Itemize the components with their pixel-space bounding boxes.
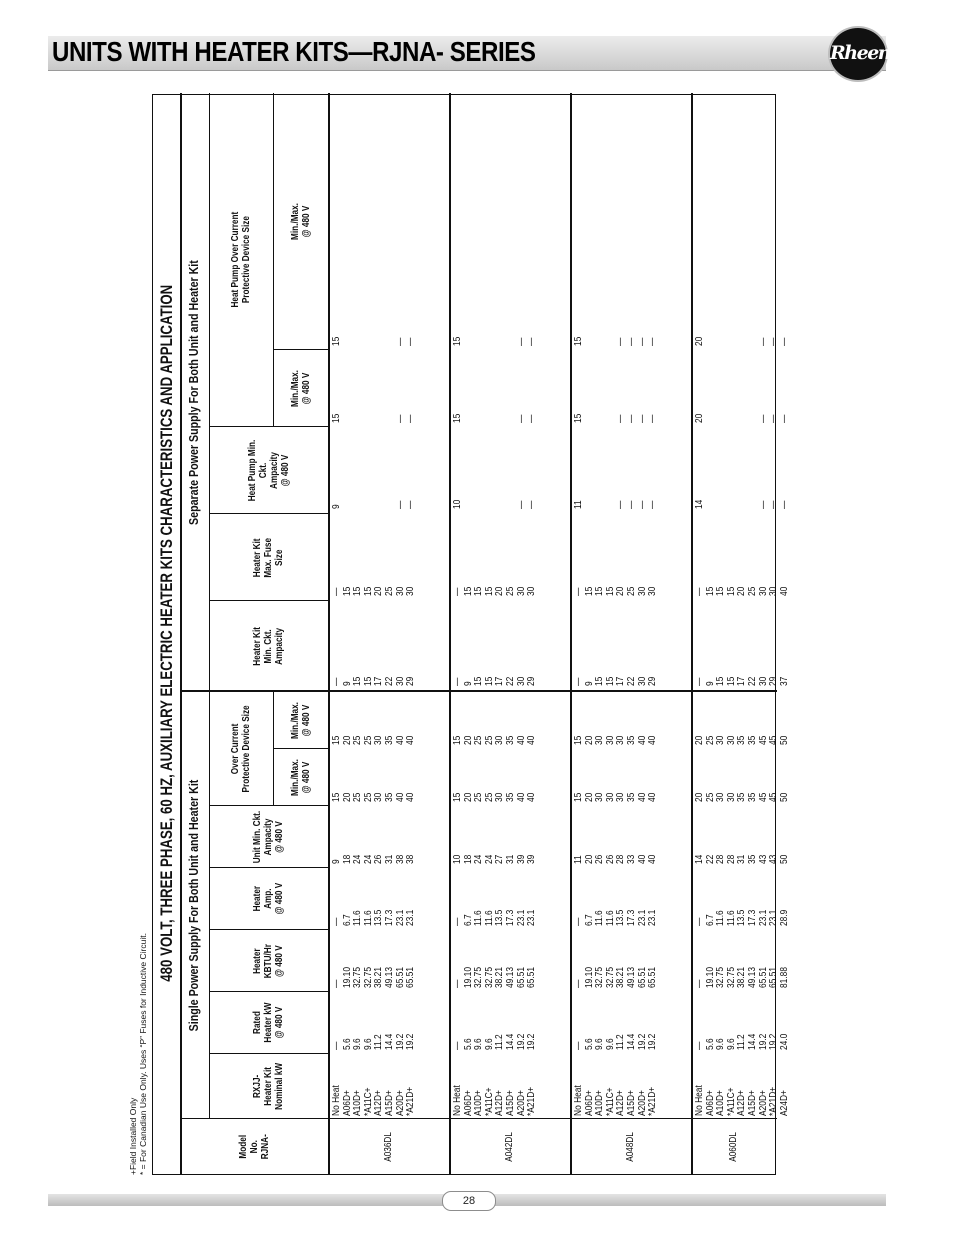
header-ocp-max xyxy=(273,692,328,749)
header-ocp-min-text: Min./Max. @ 480 V xyxy=(289,759,312,796)
header-kit xyxy=(209,1054,328,1119)
rule-h xyxy=(570,93,572,1174)
header-ocp-group-text: Over Current Protective Device Size xyxy=(230,705,252,793)
cell-ocp-max-text: 15 20 25 25 30 35 40 40 xyxy=(331,735,417,745)
cell-rated-kw xyxy=(332,1031,417,1050)
header-model-text: Model No. RJNA- xyxy=(237,1133,271,1160)
cell-hk-mca-text: — 9 15 15 17 22 30 29 xyxy=(573,676,659,686)
cell-hp-min-text: 15 — — xyxy=(452,413,538,423)
cell-hk-fuse xyxy=(453,585,538,596)
cell-kbtu xyxy=(453,963,538,988)
group-single-label-text: Single Power Supply For Both Unit and Heater Kit xyxy=(186,779,201,1032)
cell-amp xyxy=(695,907,790,926)
header-hp-min-text: Min./Max. @ 480 V xyxy=(289,370,312,407)
footnote-2: * = For Canadian Use Only. Uses “P” Fuses for Inductive Circuit. xyxy=(138,933,148,1175)
cell-hp-mca-text: 10 — — xyxy=(452,499,538,509)
cell-hp-min xyxy=(453,412,538,423)
cell-amp xyxy=(453,907,538,926)
cell-hp-min-text: 20 — — — xyxy=(694,413,790,423)
header-ocp-min xyxy=(273,749,328,806)
cell-hp-min-text: 15 — — xyxy=(331,413,417,423)
cell-hp-max xyxy=(695,335,790,346)
cell-hk-mca xyxy=(695,675,790,686)
cell-hp-max xyxy=(574,335,659,346)
cell-hp-mca xyxy=(332,499,417,509)
cell-kbtu xyxy=(574,963,659,988)
cell-ocp-max xyxy=(574,734,659,745)
cell-rated-kw xyxy=(574,1031,659,1050)
cell-hp-mca-text: 14 — — — xyxy=(694,499,790,509)
page-title: UNITS WITH HEATER KITS—RJNA- SERIES xyxy=(52,36,536,67)
header-rated-kw xyxy=(209,992,328,1054)
header-hp-mca-text: Heat Pump Min. Ckt. Ampacity @ 480 V xyxy=(246,439,291,502)
cell-ocp-max xyxy=(453,734,538,745)
rheem-logo xyxy=(828,26,897,82)
cell-kbtu xyxy=(332,963,417,988)
cell-kit xyxy=(332,1079,417,1116)
cell-hk-mca-text: — 9 15 15 17 22 30 29 xyxy=(331,676,417,686)
cell-hp-max-text: 20 — — — xyxy=(694,336,790,346)
cell-ocp-max-text: 20 25 30 30 35 35 45 45 50 xyxy=(694,735,790,745)
cell-amp-text: — 6.7 11.6 11.6 13.5 17.3 23.1 23.1 28.9 xyxy=(694,909,790,926)
cell-kit xyxy=(695,1079,790,1116)
header-hk-fuse-text: Heater Kit Max. Fuse Size xyxy=(252,537,285,578)
cell-unit-mca-text: 14 22 28 28 31 35 43 43 50 xyxy=(694,854,790,864)
cell-ocp-min xyxy=(453,791,538,802)
cell-hk-mca xyxy=(332,675,417,686)
cell-hk-mca-text: — 9 15 15 17 22 30 29 37 xyxy=(694,676,790,686)
cell-amp-text: — 6.7 11.6 11.6 13.5 17.3 23.1 23.1 xyxy=(573,909,659,926)
rule-h xyxy=(180,93,182,1174)
model-name-text: A048DL xyxy=(624,1131,636,1162)
cell-rated-kw xyxy=(453,1031,538,1050)
cell-kit-text: No Heat A06D+ A10D+ *A11C+ A12D+ A15D+ A20D+ *A21D+ A24D+ xyxy=(694,1085,790,1116)
header-kbtu xyxy=(209,930,328,992)
header-unit-mca xyxy=(209,806,328,868)
cell-kit xyxy=(453,1079,538,1116)
cell-hk-fuse-text: — 15 15 15 20 25 30 30 xyxy=(452,586,538,596)
cell-hp-max-text: 15 — — — — xyxy=(573,336,659,346)
cell-hp-min xyxy=(332,412,417,423)
cell-kbtu-text: — 19.10 32.75 32.75 38.21 49.13 65.51 65.51 xyxy=(452,966,538,988)
cell-kbtu-text: — 19.10 32.75 32.75 38.21 49.13 65.51 65.51 xyxy=(573,966,659,988)
cell-hk-mca-text: — 9 15 15 17 22 30 29 xyxy=(452,676,538,686)
cell-hp-max-text: 15 — — xyxy=(452,336,538,346)
header-ocp-group xyxy=(209,692,273,806)
model-name xyxy=(691,1119,777,1174)
model-name xyxy=(570,1119,691,1174)
cell-hp-mca xyxy=(574,499,659,509)
header-rated-kw-text: Rated Heater kW @ 480 V xyxy=(252,1002,285,1044)
header-hp-mca xyxy=(209,427,328,514)
group-single-label xyxy=(180,692,209,1119)
group-separate-label xyxy=(180,93,209,692)
cell-hk-mca xyxy=(453,675,538,686)
cell-kit-text: No Heat A06D+ A10D+ *A11C+ A12D+ A15D+ A20D+ *A21D+ xyxy=(331,1085,417,1116)
cell-ocp-min-text: 15 20 30 30 30 35 40 40 xyxy=(573,792,659,802)
cell-hp-mca-text: 9 — — xyxy=(331,500,417,509)
table-rotated-wrapper xyxy=(152,94,790,1175)
cell-unit-mca-text: 11 20 26 26 28 33 40 40 xyxy=(573,854,659,864)
header-hk-mca xyxy=(209,601,328,692)
rule-h xyxy=(449,93,451,1174)
cell-kbtu-text: — 19.10 32.75 32.75 38.21 49.13 65.51 65.51 xyxy=(331,966,417,988)
cell-ocp-min xyxy=(574,791,659,802)
page-number: 28 xyxy=(442,1191,496,1211)
header-unit-mca-text: Unit Min. Ckt. Ampacity @ 480 V xyxy=(252,810,285,864)
header-hp-min xyxy=(273,350,328,427)
cell-hp-min-text: 15 — — — — xyxy=(573,413,659,423)
cell-hp-mca xyxy=(695,498,790,509)
header-kit-text: RXJJ- Heater Kit Nominal kW xyxy=(252,1063,285,1110)
cell-amp xyxy=(574,907,659,926)
cell-unit-mca xyxy=(695,853,790,864)
cell-hp-min xyxy=(695,412,790,423)
footnotes xyxy=(108,875,148,1175)
cell-hk-fuse-text: — 15 15 15 20 25 30 30 xyxy=(573,586,659,596)
model-name-text: A042DL xyxy=(503,1131,515,1162)
rule-h xyxy=(691,93,693,1174)
header-amp xyxy=(209,868,328,930)
header-hp-max xyxy=(273,93,328,350)
header-hk-fuse xyxy=(209,514,328,601)
cell-rated-kw-text: — 5.6 9.6 9.6 11.2 14.4 19.2 19.2 xyxy=(331,1033,417,1050)
model-name xyxy=(449,1119,570,1174)
cell-ocp-min xyxy=(332,791,417,802)
table-title-text: 480 VOLT, THREE PHASE, 60 HZ, AUXILIARY ELECTRIC HEATER KITS CHARACTERISTICS AND APPLICATION xyxy=(157,285,176,982)
cell-ocp-max xyxy=(332,734,417,745)
cell-hk-mca xyxy=(574,675,659,686)
cell-kit-text: No Heat A06D+ A10D+ *A11C+ A12D+ A15D+ A20D+ *A21D+ xyxy=(452,1085,538,1116)
cell-amp xyxy=(332,907,417,926)
rule-h xyxy=(328,93,330,1174)
cell-kbtu-text: — 19.10 32.75 32.75 38.21 49.13 65.51 65.51 81.88 xyxy=(694,966,790,988)
cell-hp-max xyxy=(453,335,538,346)
cell-hp-mca xyxy=(453,498,538,509)
cell-ocp-max-text: 15 20 30 30 30 35 40 40 xyxy=(573,735,659,745)
cell-hp-mca-text: 11 — — — — xyxy=(573,500,659,509)
cell-hk-fuse-text: — 15 15 15 20 25 30 30 40 xyxy=(694,586,790,596)
cell-kbtu xyxy=(695,963,790,988)
model-name-text: A060DL xyxy=(728,1131,739,1162)
cell-rated-kw-text: — 5.6 9.6 9.6 11.2 14.4 19.2 19.2 xyxy=(452,1033,538,1050)
cell-hp-max-text: 15 — — xyxy=(331,336,417,346)
header-hp-ocp-group xyxy=(209,93,273,427)
header-amp-text: Heater Amp. @ 480 V xyxy=(252,883,285,915)
cell-ocp-max xyxy=(695,734,790,745)
cell-rated-kw-text: — 5.6 9.6 9.6 11.2 14.4 19.2 19.2 xyxy=(573,1033,659,1050)
model-name-text: A036DL xyxy=(382,1131,394,1162)
footnote-1: +Field Installed Only xyxy=(128,1097,138,1175)
cell-hk-fuse xyxy=(695,585,790,596)
cell-unit-mca xyxy=(332,853,417,864)
cell-hp-min xyxy=(574,412,659,423)
logo-text: Rheem xyxy=(830,42,897,64)
cell-rated-kw xyxy=(695,1031,790,1050)
cell-ocp-max-text: 15 20 25 25 30 35 40 40 xyxy=(452,735,538,745)
cell-ocp-min-text: 15 20 25 25 30 35 40 40 xyxy=(452,792,538,802)
model-name xyxy=(328,1119,449,1174)
cell-rated-kw-text: — 5.6 9.6 9.6 11.2 14.4 19.2 19.2 24.0 xyxy=(694,1033,790,1050)
cell-hk-fuse xyxy=(574,585,659,596)
cell-kit xyxy=(574,1079,659,1116)
heater-kit-table xyxy=(152,94,790,1175)
group-separate-label-text: Separate Power Supply For Both Unit and Heater Kit xyxy=(186,260,201,525)
cell-ocp-min xyxy=(695,791,790,802)
cell-unit-mca xyxy=(453,853,538,864)
cell-hp-max xyxy=(332,335,417,346)
cell-unit-mca-text: 9 18 24 24 26 31 38 38 xyxy=(331,854,417,864)
cell-hk-fuse xyxy=(332,585,417,596)
header-kbtu-text: Heater KBTU/Hr @ 480 V xyxy=(252,943,285,979)
table-title xyxy=(153,93,180,1174)
cell-unit-mca xyxy=(574,853,659,864)
header-hp-ocp-group-text: Heat Pump Over Current Protective Device Size xyxy=(230,212,252,308)
cell-ocp-min-text: 20 25 30 30 35 35 45 45 50 xyxy=(694,792,790,802)
cell-amp-text: — 6.7 11.6 11.6 13.5 17.3 23.1 23.1 xyxy=(331,909,417,926)
cell-hk-fuse-text: — 15 15 15 20 25 30 30 xyxy=(331,586,417,596)
header-hk-mca-text: Heater Kit Min. Ckt. Ampacity xyxy=(252,627,285,666)
cell-ocp-min-text: 15 20 25 25 30 35 40 40 xyxy=(331,792,417,802)
header-ocp-max-text: Min./Max. @ 480 V xyxy=(289,702,312,739)
cell-unit-mca-text: 10 18 24 24 27 31 39 39 xyxy=(452,854,538,864)
header-hp-max-text: Min./Max. @ 480 V xyxy=(289,203,312,240)
cell-amp-text: — 6.7 11.6 11.6 13.5 17.3 23.1 23.1 xyxy=(452,909,538,926)
cell-kit-text: No Heat A06D+ A10D+ *A11C+ A12D+ A15D+ A20D+ *A21D+ xyxy=(573,1085,659,1116)
header-model xyxy=(180,1119,328,1174)
